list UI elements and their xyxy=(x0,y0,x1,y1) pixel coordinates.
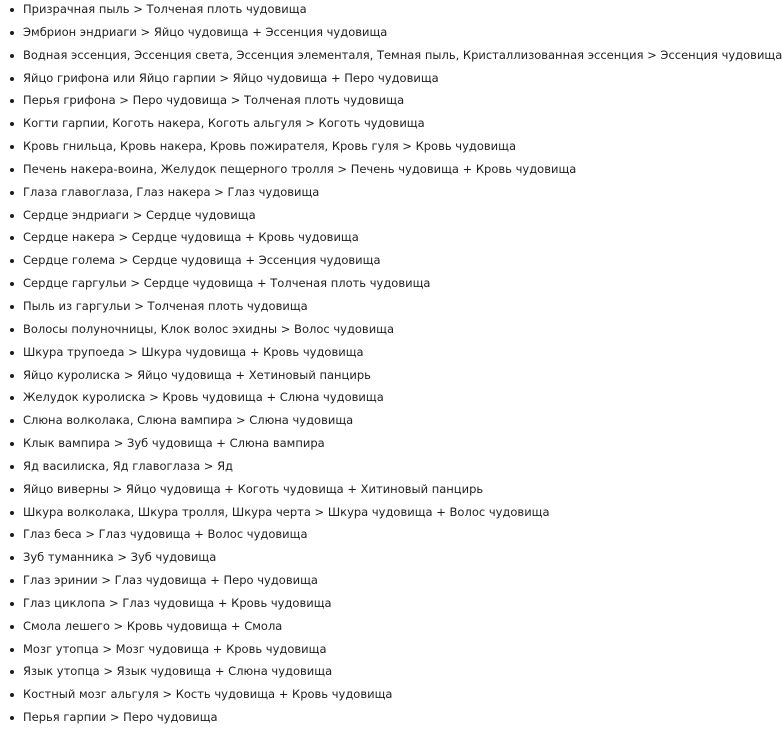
list-item-text: Яйцо куролиска > Яйцо чудовища + Хетиновый панцирь xyxy=(23,367,371,382)
list-item xyxy=(0,711,659,734)
list-item xyxy=(0,391,659,414)
bullet-icon xyxy=(10,122,14,126)
bullet-icon xyxy=(10,54,14,58)
bullet-icon xyxy=(10,236,14,240)
bullet-icon xyxy=(10,396,14,400)
list-item-text: Мозг утопца > Мозг чудовища + Кровь чудовища xyxy=(23,641,327,656)
list-item-text: Глаза главоглаза, Глаз накера > Глаз чудовища xyxy=(23,184,320,199)
bullet-icon xyxy=(10,533,14,537)
list-item-text: Сердце гаргульи > Сердце чудовища + Толченая плоть чудовища xyxy=(23,276,431,291)
list-item-text: Желудок куролиска > Кровь чудовища + Слюна чудовища xyxy=(23,390,384,405)
list-item xyxy=(0,277,659,300)
list-item-text: Зуб туманника > Зуб чудовища xyxy=(23,550,217,565)
list-item xyxy=(0,506,659,529)
bullet-icon xyxy=(10,259,14,263)
list-item xyxy=(0,597,659,620)
list-item xyxy=(0,528,659,551)
list-item xyxy=(0,117,659,140)
list-item xyxy=(0,300,659,323)
list-item xyxy=(0,369,659,392)
list-item xyxy=(0,72,659,95)
list-item-text: Яйцо грифона или Яйцо гарпии > Яйцо чудовища + Перо чудовища xyxy=(23,70,439,85)
list-item xyxy=(0,574,659,597)
list-item xyxy=(0,254,659,277)
list-item xyxy=(0,163,659,186)
list-item-text: Перья гарпии > Перо чудовища xyxy=(23,710,218,725)
list-item xyxy=(0,414,659,437)
bullet-icon xyxy=(10,191,14,195)
bullet-icon xyxy=(10,145,14,149)
list-item-text: Пыль из гаргульи > Толченая плоть чудовища xyxy=(23,298,308,313)
list-item-text: Сердце эндриаги > Сердце чудовища xyxy=(23,207,256,222)
list-item-text: Глаз эринии > Глаз чудовища + Перо чудовища xyxy=(23,573,318,588)
list-item-text: Призрачная пыль > Толченая плоть чудовища xyxy=(23,2,307,16)
list-item xyxy=(0,620,659,643)
list-item-text: Волосы полуночницы, Клок волос эхидны > Волос чудовища xyxy=(23,321,395,336)
bullet-icon xyxy=(10,282,14,286)
list-item xyxy=(0,551,659,574)
list-item-text: Кровь гнильца, Кровь накера, Кровь пожирателя, Кровь гуля > Кровь чудовища xyxy=(23,139,517,154)
list-item xyxy=(0,140,659,163)
bullet-icon xyxy=(10,99,14,103)
bullet-icon xyxy=(10,419,14,423)
bullet-icon xyxy=(10,511,14,515)
list-item-text: Сердце накера > Сердце чудовища + Кровь чудовища xyxy=(23,230,359,245)
list-item-text: Водная эссенция, Эссенция света, Эссенция элементаля, Темная пыль, Кристаллизованная эссенция > Эссенция чудовища xyxy=(23,47,782,62)
list-item-text: Сердце голема > Сердце чудовища + Эссенция чудовища xyxy=(23,253,381,268)
bullet-icon xyxy=(10,442,14,446)
bullet-icon xyxy=(10,168,14,172)
bullet-icon xyxy=(10,648,14,652)
list-item-text: Клык вампира > Зуб чудовища + Слюна вампира xyxy=(23,436,325,451)
list-item xyxy=(0,323,659,346)
bullet-icon xyxy=(10,328,14,332)
list-item-text: Яйцо виверны > Яйцо чудовища + Коготь чудовища + Хитиновый панцирь xyxy=(23,481,484,496)
bullet-icon xyxy=(10,465,14,469)
list-item xyxy=(0,186,659,209)
list-item-text: Слюна волколака, Слюна вампира > Слюна чудовища xyxy=(23,413,354,428)
list-item-text: Печень накера-воина, Желудок пещерного тролля > Печень чудовища + Кровь чудовища xyxy=(23,161,577,176)
list-item-text: Перья грифона > Перо чудовища > Толченая плоть чудовища xyxy=(23,93,405,108)
bullet-icon xyxy=(10,214,14,218)
list-item-text: Смола лешего > Кровь чудовища + Смола xyxy=(23,618,283,633)
bullet-icon xyxy=(10,693,14,697)
list-item-text: Эмбрион эндриаги > Яйцо чудовища + Эссенция чудовища xyxy=(23,24,388,39)
list-item-text: Шкура трупоеда > Шкура чудовища + Кровь чудовища xyxy=(23,344,364,359)
list-item-text: Язык утопца > Язык чудовища + Слюна чудовища xyxy=(23,664,333,679)
bullet-icon xyxy=(10,374,14,378)
list-item xyxy=(0,94,659,117)
list-item xyxy=(0,460,659,483)
list-item xyxy=(0,26,659,49)
list-item xyxy=(0,346,659,369)
bullet-icon xyxy=(10,31,14,35)
bullet-icon xyxy=(10,579,14,583)
bullet-icon xyxy=(10,8,14,12)
list-item xyxy=(0,483,659,506)
list-item-text: Костный мозг альгуля > Кость чудовища + Кровь чудовища xyxy=(23,687,393,702)
bullet-icon xyxy=(10,351,14,355)
bullet-icon xyxy=(10,77,14,81)
list-item-text: Глаз беса > Глаз чудовища + Волос чудовища xyxy=(23,527,308,542)
list-item xyxy=(0,231,659,254)
list-item-text: Яд василиска, Яд главоглаза > Яд xyxy=(23,458,234,473)
list-item-text: Шкура волколака, Шкура тролля, Шкура черта > Шкура чудовища + Волос чудовища xyxy=(23,504,550,519)
list-item-text: Когти гарпии, Коготь накера, Коготь альгуля > Коготь чудовища xyxy=(23,116,425,131)
bullet-icon xyxy=(10,488,14,492)
bullet-icon xyxy=(10,305,14,309)
bullet-icon xyxy=(10,670,14,674)
list-item xyxy=(0,47,782,72)
list-item xyxy=(0,665,659,688)
bullet-icon xyxy=(10,625,14,629)
list-item xyxy=(0,3,659,26)
list-item xyxy=(0,643,659,666)
list-item xyxy=(0,688,659,711)
list-item xyxy=(0,437,659,460)
bullet-icon xyxy=(10,556,14,560)
bullet-icon xyxy=(10,716,14,720)
list-item xyxy=(0,209,659,232)
list-item-text: Глаз циклопа > Глаз чудовища + Кровь чудовища xyxy=(23,595,332,610)
bullet-icon xyxy=(10,602,14,606)
